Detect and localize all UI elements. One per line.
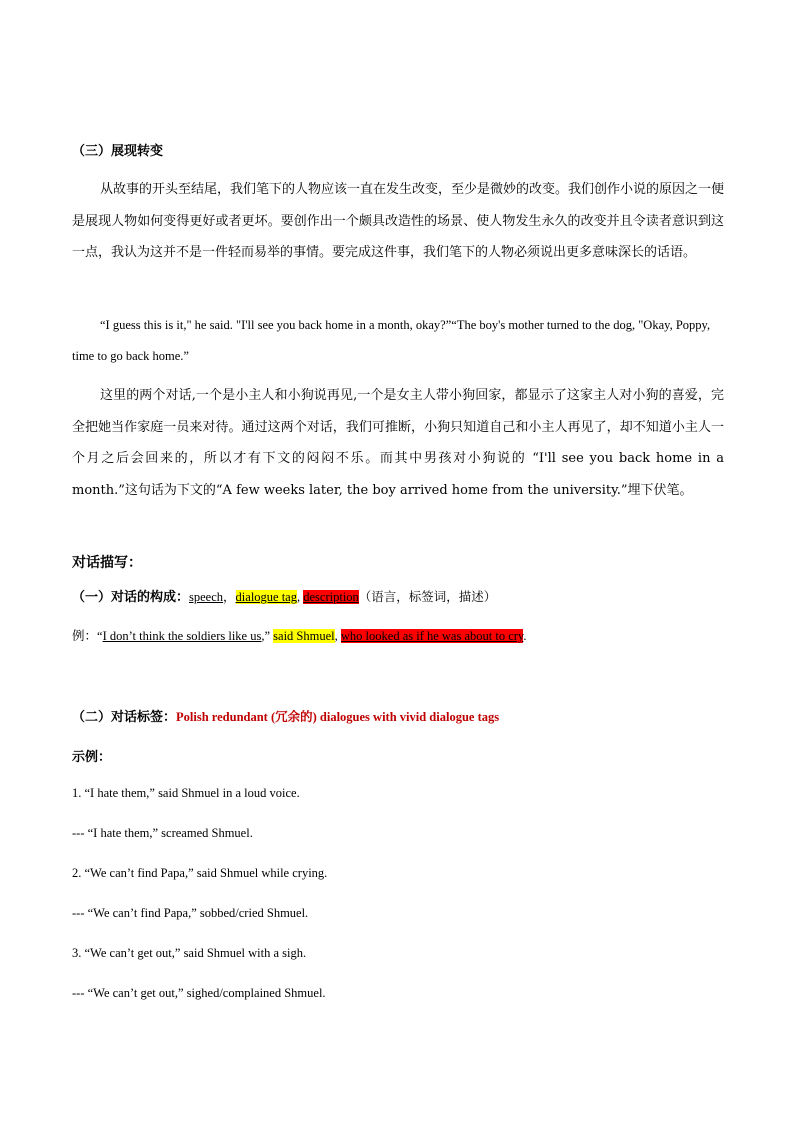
dialogue-example <box>72 626 724 644</box>
example-dialogue-tag: said Shmuel <box>273 629 335 643</box>
composition-note: （语言，标签词，描述） <box>358 590 497 604</box>
example-line: 1. “I hate them,” said Shmuel in a loud voice. <box>72 786 300 800</box>
composition-label: （一）对话的构成： <box>72 589 190 604</box>
composition-description: description <box>303 590 359 604</box>
example-mid: ,” <box>261 629 274 643</box>
example-line: 3. “We can’t get out,” said Shmuel with a sigh. <box>72 946 307 960</box>
quote-example: “I guess this is it," he said. "I'll see you back home in a month, okay?”“The boy's mother turned to the dog, "Okay, Poppy, time to go back home.” <box>72 318 711 363</box>
example-end: . <box>523 629 527 643</box>
composition-sep-1: ， <box>223 590 236 604</box>
example-description: who looked as if he was about to cry <box>340 629 524 643</box>
paragraph-character-change: 从故事的开头至结尾，我们笔下的人物应该一直在发生改变，至少是微妙的改变。我们创作小说的原因之一便是展现人物如何变得更好或者更坏。要创作出一个颇具改造性的场景、使人物发生永久的改变并且令读者意识到这一点，我认为这并不是一件轻而易举的事情。要完成这件事，我们笔下的人物必须说出更多意味深长的话语。 <box>72 182 725 260</box>
section-heading-dialogue-tags <box>72 706 724 725</box>
example-line: --- “I hate them,” screamed Shmuel. <box>72 826 253 840</box>
dialogue-title: 对话描写： <box>72 555 142 571</box>
section-heading-show-change: （三）展现转变 <box>72 144 164 159</box>
example-line: --- “We can’t get out,” sighed/complained Shmuel. <box>72 986 326 1000</box>
composition-speech: speech <box>189 590 224 604</box>
example-sep: , <box>334 629 341 643</box>
dialogue-tags-label: （二）对话标签： <box>72 709 177 724</box>
examples-label: 示例： <box>72 750 112 765</box>
composition-dialogue-tag: dialogue tag <box>235 590 297 604</box>
example-speech: I don’t think the soldiers like us <box>102 629 262 643</box>
example-line: --- “We can’t find Papa,” sobbed/cried Shmuel. <box>72 906 309 920</box>
dialogue-composition <box>72 586 724 605</box>
paragraph-analysis: 这里的两个对话,一个是小主人和小狗说再见,一个是女主人带小狗回家，都显示了这家主人对小狗的喜爱，完全把她当作家庭一员来对待。通过这两个对话，我们可推断，小狗只知道自己和小主人再见了，却不知道小主人一个月之后会回来的，所以才有下文的闷闷不乐。而其中男孩对小狗说的 “I'll see you back home in a month.”这句话为下文的“A few weeks later, the boy arrived home from the university.”埋下伏笔。 <box>72 388 724 498</box>
example-line: 2. “We can’t find Papa,” said Shmuel while crying. <box>72 866 328 880</box>
composition-sep-2: , <box>297 590 304 604</box>
example-label: 例：“ <box>72 629 103 643</box>
dialogue-tags-title-en: Polish redundant (冗余的) dialogues with vivid dialogue tags <box>176 710 500 724</box>
